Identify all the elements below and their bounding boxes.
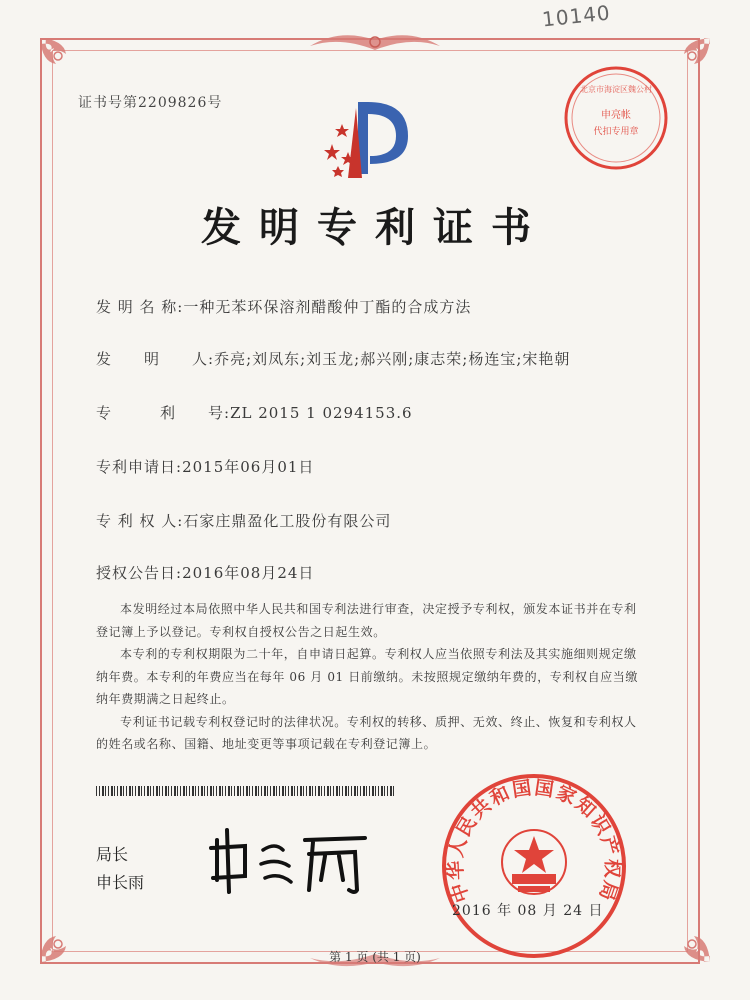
certificate-body-text — [96, 598, 641, 756]
field-inventors — [96, 348, 570, 369]
field-patentee — [96, 510, 391, 531]
body-paragraph: 专利证书记载专利权登记时的法律状况。专利权的转移、质押、无效、终止、恢复和专利权人的姓名或名称、国籍、地址变更等事项记载在专利登记簿上。 — [96, 714, 637, 751]
svg-text:中华人民共和国国家知识产权局: 中华人民共和国国家知识产权局 — [444, 776, 624, 906]
certificate-number: 证书号第2209826号 — [78, 95, 223, 111]
director-name: 申长雨 — [96, 873, 145, 892]
field-label: 专利申请日: — [96, 458, 183, 476]
field-label: 授权公告日: — [96, 564, 183, 582]
field-grant-date — [96, 562, 314, 583]
director-title: 局长 — [96, 845, 129, 864]
svg-text:北京市海淀区魏公村: 北京市海淀区魏公村 — [580, 85, 652, 94]
field-value: 乔亮;刘凤东;刘玉龙;郝兴刚;康志荣;杨连宝;宋艳朝 — [214, 350, 571, 368]
svg-text:代扣专用章: 代扣专用章 — [593, 127, 639, 137]
field-value: ZL 2015 1 0294153.6 — [230, 404, 413, 422]
certificate-title: 发明专利证书 — [201, 204, 549, 251]
field-label: 专 利 号: — [96, 404, 231, 422]
page-footer: 第 1 页 (共 1 页) — [329, 950, 421, 964]
field-label: 发 明 名 称: — [96, 298, 184, 316]
body-paragraph: 本专利的专利权期限为二十年，自申请日起算。专利权人应当依照专利法及其实施细则规定缴纳年费。本专利的年费应当在每年 06 月 01 日前缴纳。未按照规定缴纳年费的，专利权自应当缴纳年费期满之日起终止。 — [96, 647, 638, 706]
svg-text:申亮帐: 申亮帐 — [601, 110, 631, 121]
handwritten-number: 10140 — [540, 0, 612, 32]
seal-date: 2016 年 08 月 24 日 — [452, 903, 604, 919]
field-value: 2016年08月24日 — [182, 564, 315, 582]
field-value: 2015年06月01日 — [182, 458, 315, 476]
top-ornament-icon — [300, 26, 450, 60]
body-paragraph: 本发明经过本局依照中华人民共和国专利法进行审查，决定授予专利权，颁发本证书并在专利登记簿上予以登记。专利权自授权公告之日起生效。 — [96, 602, 637, 639]
field-label: 发 明 人: — [96, 350, 215, 368]
field-value: 一种无苯环保溶剂醋酸仲丁酯的合成方法 — [183, 298, 472, 316]
agency-seal-stamp — [560, 62, 672, 174]
field-application-date — [96, 456, 314, 477]
patent-office-logo-icon — [318, 94, 418, 186]
field-value: 石家庄鼎盈化工股份有限公司 — [183, 512, 392, 530]
corner-ornament-icon — [36, 34, 92, 90]
national-ip-office-seal-stamp — [438, 770, 630, 962]
field-label: 专 利 权 人: — [96, 512, 184, 530]
barcode — [96, 786, 394, 796]
field-invention-name — [96, 296, 471, 317]
field-patent-number — [96, 402, 413, 423]
director-signature — [205, 820, 375, 896]
